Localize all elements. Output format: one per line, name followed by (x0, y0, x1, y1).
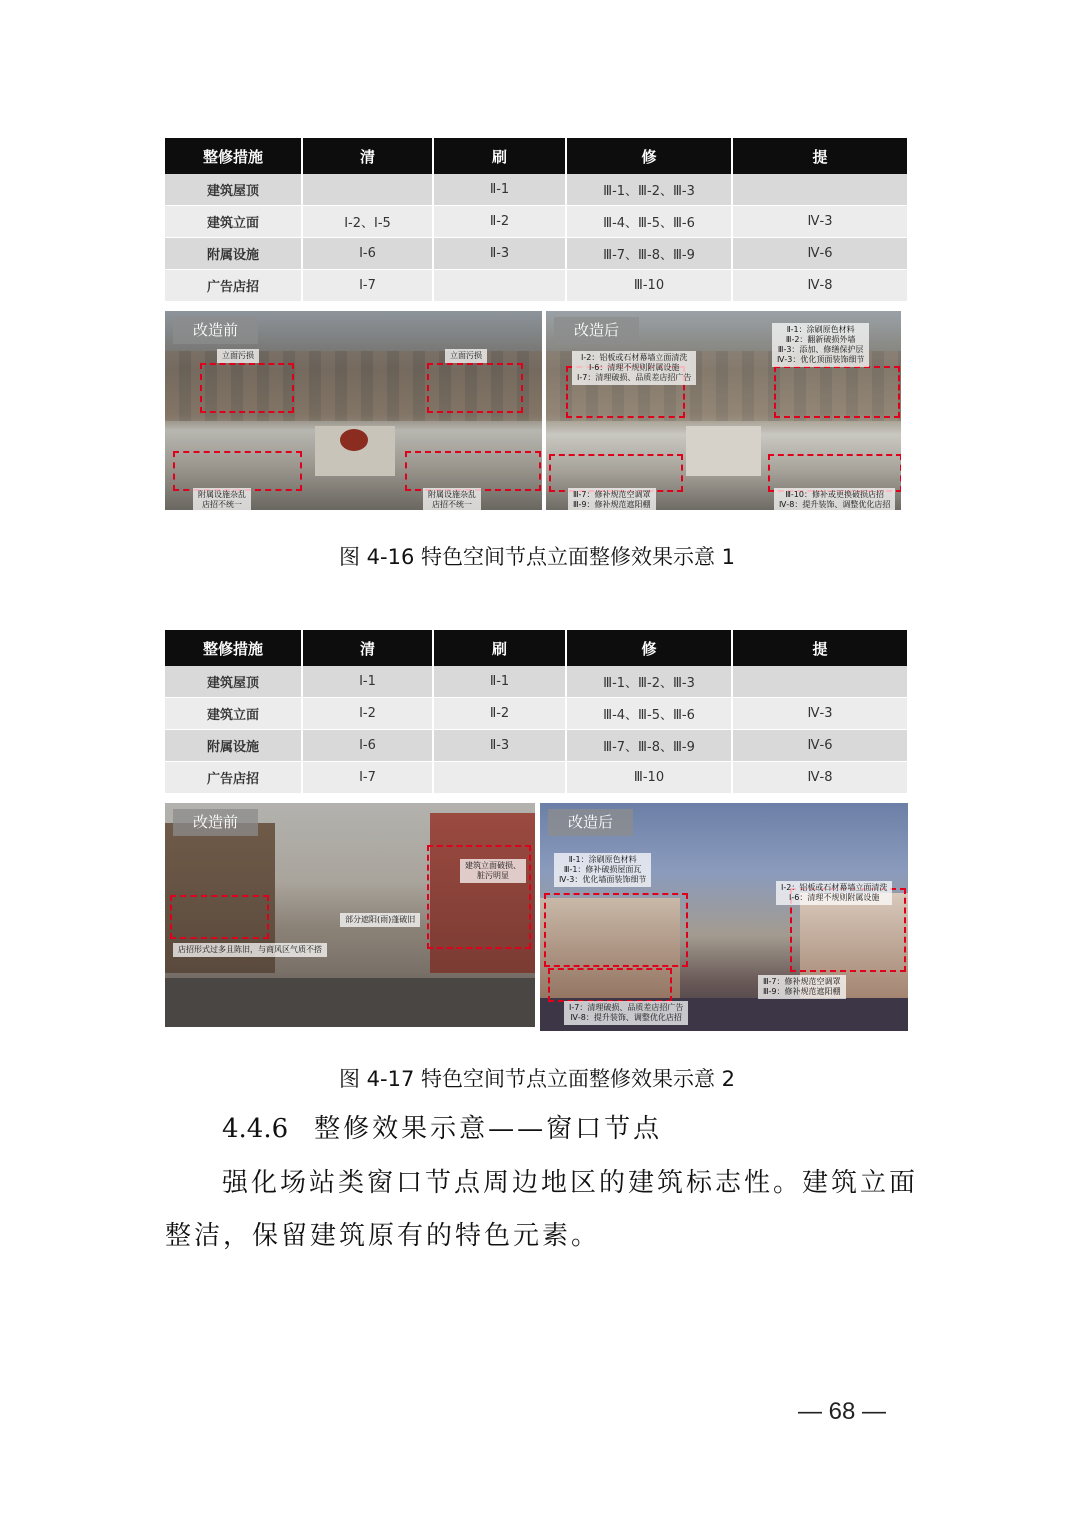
annotation-box (548, 968, 672, 1002)
table-cell: Ⅳ-8 (732, 270, 907, 302)
table-row (165, 238, 907, 270)
annotation-box (768, 454, 901, 492)
table-header-cell: 整修措施 (165, 630, 302, 666)
figure2-before-photo (165, 803, 535, 1027)
table-header-cell: 刷 (433, 630, 566, 666)
annotation-note: 附属设施杂乱 店招不统一 (423, 488, 481, 510)
plaza-flowerbed-shape (340, 429, 368, 451)
table-row (165, 270, 907, 302)
after-label: 改造后 (554, 317, 639, 344)
table-header-cell: 修 (566, 138, 732, 174)
table-cell (302, 174, 433, 206)
annotation-box (200, 363, 294, 413)
table-cell: Ⅳ-3 (732, 206, 907, 238)
figure1-before-photo (165, 311, 542, 510)
annotation-box (405, 451, 541, 491)
table-header-cell: 提 (732, 630, 907, 666)
before-label: 改造前 (173, 317, 258, 344)
body-paragraph-line: 强化场站类窗口节点周边地区的建筑标志性。建筑立面 (222, 1168, 919, 1198)
annotation-note: 部分遮阳(雨)蓬破旧 (340, 913, 420, 927)
body-paragraph-line: 整洁，保留建筑原有的特色元素。 (165, 1221, 601, 1251)
table-cell: Ⅳ-8 (732, 762, 907, 794)
annotation-note: Ⅱ-1：涂刷原色材料 Ⅲ-2：翻新破损外墙 Ⅲ-3：添加、修缮保护层 Ⅳ-3：优化顶面装饰细节 (772, 323, 869, 367)
table-cell: 建筑屋顶 (165, 666, 302, 698)
table-cell: Ⅲ-1、Ⅲ-2、Ⅲ-3 (566, 666, 732, 698)
table-header-cell: 提 (732, 138, 907, 174)
annotation-box (774, 366, 900, 418)
table-row (165, 762, 907, 794)
after-label: 改造后 (548, 809, 633, 836)
annotation-note: Ⅲ-10：修补或更换破损店招 Ⅳ-8：提升装饰、调整优化店招 (774, 488, 895, 510)
table-header-row (165, 630, 907, 666)
table-cell: 建筑立面 (165, 206, 302, 238)
table-row (165, 174, 907, 206)
section-heading (222, 1108, 662, 1145)
street-shape (165, 978, 535, 1027)
figure-caption: 图 4-17 特色空间节点立面整修效果示意 2 (338, 1067, 736, 1091)
table-header-cell: 清 (302, 630, 433, 666)
annotation-note: 立面污损 (445, 349, 487, 363)
table-row (165, 698, 907, 730)
table-row (165, 206, 907, 238)
table-cell: 建筑屋顶 (165, 174, 302, 206)
table-cell: Ⅰ-1 (302, 666, 433, 698)
section-title: 整修效果示意——窗口节点 (314, 1114, 663, 1144)
section-number: 4.4.6 (222, 1114, 289, 1144)
table-cell: Ⅲ-7、Ⅲ-8、Ⅲ-9 (566, 238, 732, 270)
table-cell: Ⅱ-1 (433, 666, 566, 698)
table-cell: 建筑立面 (165, 698, 302, 730)
table-cell: Ⅲ-4、Ⅲ-5、Ⅲ-6 (566, 698, 732, 730)
table-cell: Ⅲ-1、Ⅲ-2、Ⅲ-3 (566, 174, 732, 206)
table-cell: Ⅳ-3 (732, 698, 907, 730)
table-cell: Ⅰ-2 (302, 698, 433, 730)
table-cell: Ⅲ-4、Ⅲ-5、Ⅲ-6 (566, 206, 732, 238)
table-cell: Ⅰ-6 (302, 238, 433, 270)
table-cell: 广告店招 (165, 270, 302, 302)
figure2-after-photo (540, 803, 908, 1031)
table-cell (732, 174, 907, 206)
table-cell: Ⅲ-10 (566, 270, 732, 302)
annotation-note: Ⅰ-2：铝板或石材幕墙立面清洗 Ⅰ-6：清理不规则附属设施 (776, 881, 892, 905)
annotation-note: Ⅲ-7：修补规范空调罩 Ⅲ-9：修补规范遮阳棚 (758, 975, 846, 999)
table-cell: 附属设施 (165, 238, 302, 270)
table-cell: Ⅰ-7 (302, 762, 433, 794)
table-cell (433, 270, 566, 302)
page-number: — 68 — (798, 1398, 887, 1425)
table-cell: Ⅰ-2、Ⅰ-5 (302, 206, 433, 238)
retrofit-table-1 (165, 138, 907, 302)
table-cell: Ⅳ-6 (732, 730, 907, 762)
annotation-note: Ⅰ-2：铝板或石材幕墙立面清洗 Ⅰ-6：清理不规则附属设施 Ⅰ-7：清理破损、品质差店招广告 (572, 351, 696, 385)
annotation-note: 店招形式过多且陈旧，与商风区气质不搭 (173, 943, 327, 957)
table-cell: Ⅰ-7 (302, 270, 433, 302)
table-header-cell: 刷 (433, 138, 566, 174)
table-cell: 附属设施 (165, 730, 302, 762)
table-cell: 广告店招 (165, 762, 302, 794)
figure1-after-photo (546, 311, 901, 510)
annotation-note: Ⅲ-7：修补规范空调罩 Ⅲ-9：修补规范遮阳棚 (568, 488, 656, 510)
annotation-note: Ⅰ-7：清理破损、品质差店招广告 Ⅳ-8：提升装饰、调整优化店招 (564, 1001, 688, 1025)
table-cell: Ⅲ-7、Ⅲ-8、Ⅲ-9 (566, 730, 732, 762)
table-cell (433, 762, 566, 794)
table-header-cell: 清 (302, 138, 433, 174)
table-header-cell: 整修措施 (165, 138, 302, 174)
retrofit-table-2 (165, 630, 907, 794)
table-cell: Ⅱ-3 (433, 238, 566, 270)
table-row (165, 730, 907, 762)
table-cell: Ⅱ-3 (433, 730, 566, 762)
table-cell: Ⅱ-2 (433, 206, 566, 238)
table-header-cell: 修 (566, 630, 732, 666)
annotation-note: Ⅱ-1：涂刷原色材料 Ⅲ-1：修补破损屋面瓦 Ⅳ-3：优化墙面装饰细节 (554, 853, 651, 887)
annotation-note: 附属设施杂乱 店招不统一 (193, 488, 251, 510)
annotation-box (170, 895, 269, 939)
table-cell: Ⅳ-6 (732, 238, 907, 270)
table-cell: Ⅲ-10 (566, 762, 732, 794)
before-label: 改造前 (173, 809, 258, 836)
annotation-box (544, 893, 688, 967)
annotation-box (427, 363, 523, 413)
annotation-note: 立面污损 (217, 349, 259, 363)
annotation-box (173, 451, 302, 491)
table-header-row (165, 138, 907, 174)
table-cell: Ⅱ-1 (433, 174, 566, 206)
figure-caption: 图 4-16 特色空间节点立面整修效果示意 1 (338, 545, 736, 569)
plaza-shape (686, 426, 761, 476)
table-cell: Ⅰ-6 (302, 730, 433, 762)
table-row (165, 666, 907, 698)
annotation-box (549, 454, 683, 492)
table-cell: Ⅱ-2 (433, 698, 566, 730)
table-cell (732, 666, 907, 698)
annotation-note: 建筑立面破损、 脏污明显 (460, 859, 526, 883)
